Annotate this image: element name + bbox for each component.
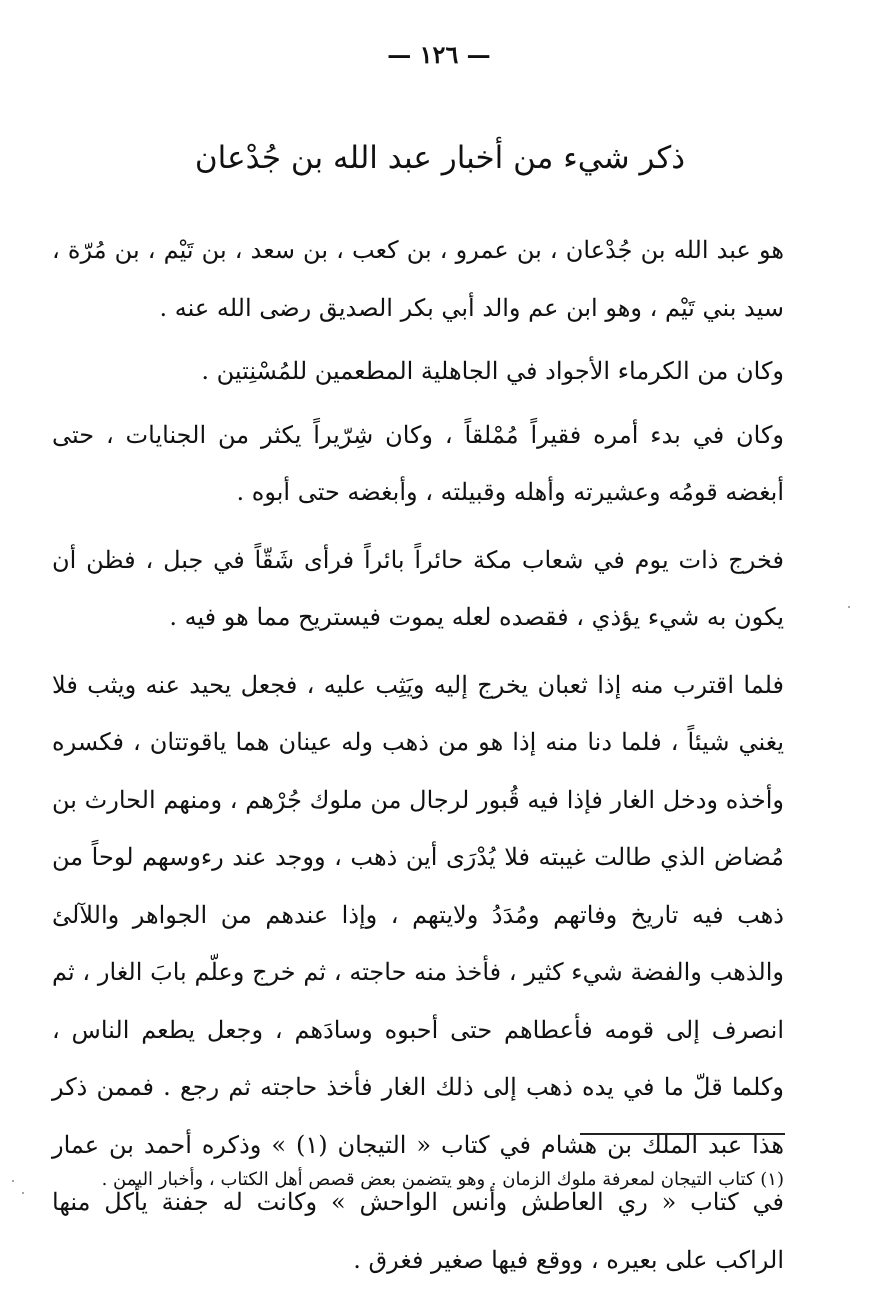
- scan-speck: [22, 1192, 24, 1194]
- paragraph-lineage: هو عبد الله بن جُدْعان ، بن عمرو ، بن كعب ، بن سعد ، بن تَيْم ، بن مُرّة ، سيد بني تَيْم ، وهو ابن عم والد أبي بكر الصديق رضى الله عنه .: [52, 236, 784, 322]
- paragraph-early-life: وكان في بدء أمره فقيراً مُمْلقاً ، وكان شِرّيراً يكثر من الجنايات ، حتى أبغضه قومُه وعشيرته وأهله وقبيلته ، وأبغضه حتى أبوه .: [52, 420, 784, 506]
- footnote-text: (١) كتاب التيجان لمعرفة ملوك الزمان . وهو يتضمن بعض قصص أهل الكتاب ، وأخبار اليمن .: [101, 1169, 784, 1190]
- scan-speck: [848, 606, 850, 608]
- section-heading: ذكر شيء من أخبار عبد الله بن جُدْعان: [194, 140, 686, 176]
- paragraph-generosity: وكان من الكرماء الأجواد في الجاهلية المطعمين للمُسْنِتين .: [201, 357, 784, 385]
- paragraph-mecca-cave: فخرج ذات يوم في شعاب مكة حائراً بائراً فرأى شَقّاً في جبل ، فظن أن يكون به شيء يؤذي ، فقصده لعله يموت فيستريح مما هو فيه .: [52, 545, 784, 631]
- paragraph-treasure: فلما اقترب منه إذا ثعبان يخرج إليه ويَثِب عليه ، فجعل يحيد عنه ويثب فلا يغني شيئاً ، فلما دنا منه إذا هو من ذهب وله عينان هما ياقوتتان ، فكسره وأخذه ودخل الغار فإذا فيه قُبور لرجال من ملوك جُرْهم ، ومنهم الحارث بن مُضاض الذي طالت غيبته فلا يُدْرَى أين ذهب ، ووجد عند رءوسهم لوحاً من ذهب فيه تاريخ وفاتهم ومُدَدُ ولايتهم ، وإذا عندهم من الجواهر واللآلئ والذهب والفضة شيء كثير ، فأخذ منه حاجته ، ثم خرج وعلّم بابَ الغار ، ثم انصرف إلى قومه فأعطاهم حتى أحبوه وسادَهم ، وجعل يطعم الناس ، وكلما قلّ ما في يده ذهب إلى ذلك الغار فأخذ حاجته ثم رجع . فممن ذكر هذا عبد الملك بن هشام في كتاب « التيجان (١) » وذكره أحمد بن عمار في كتاب « ري العاطش وأنس الواحش » وكانت له جفنة يأكل منها الراكب على بعيره ، ووقع فيها صغير فغرق .: [52, 670, 785, 1274]
- footnote-divider: [580, 1133, 785, 1135]
- footnote: [52, 1163, 784, 1197]
- page-number: — ١٢٦ —: [387, 40, 491, 69]
- body-text: [52, 222, 784, 1289]
- scan-speck: [12, 1180, 14, 1182]
